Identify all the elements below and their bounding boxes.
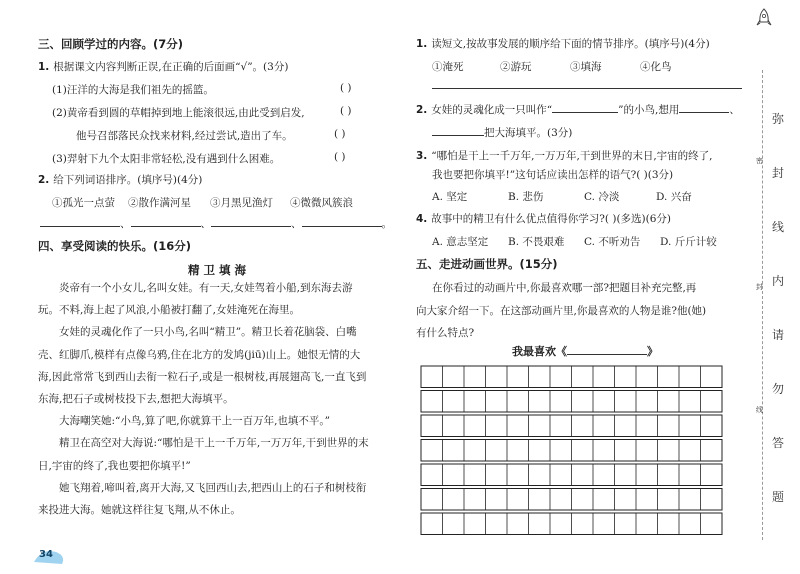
r-q2-text-c: 、 [729, 104, 740, 116]
s3-q1-item-2-cont: 他号召部落民众找来材料,经过尝试,造出了车。 [76, 130, 293, 142]
s3-q1-item-1-answer[interactable]: ( ) [340, 82, 352, 94]
r-q1-number: 1. [416, 38, 428, 50]
story-paragraph-4: 精卫在高空对大海说:“哪怕是干上一千万年,一万万年,干到世界的末日,宇宙的终了,我也要把你填平!” [38, 437, 369, 472]
r-q1-option-4: ④化鸟 [640, 61, 672, 73]
r-q1-option-1: ①淹死 [432, 61, 464, 73]
fold-dashed-line [762, 70, 763, 540]
answer-blank-1[interactable] [40, 216, 120, 227]
r-q3-line1 [416, 148, 713, 163]
r-q3-number: 3. [416, 150, 428, 162]
s3-q2-number: 2. [38, 174, 50, 186]
r-q1-answer-line[interactable] [432, 88, 742, 89]
r-q1-text: 读短文,按故事发展的顺序给下面的情节排序。(填序号)(4分) [431, 38, 710, 50]
fold-small-char-3: 线 [756, 406, 763, 414]
r-q3-option-c[interactable]: C. 冷淡 [584, 191, 620, 203]
s3-q1-item-3: (3)羿射下九个太阳非常轻松,没有遇到什么困难。 [52, 153, 281, 165]
rocket-icon [756, 8, 772, 30]
s3-q1-number: 1. [38, 61, 50, 73]
writing-title-suffix: 》 [647, 345, 658, 358]
s3-q2-option-1: ①孤光一点萤 [52, 197, 115, 209]
s5-prompt-line-2: 向大家介绍一下。在这部动画片里,你最喜欢的人物是谁?他(她) [416, 305, 707, 317]
s3-q1-item-2-answer[interactable]: ( ) [340, 105, 352, 117]
r-q4-number: 4. [416, 213, 428, 225]
writing-grid-svg[interactable] [420, 365, 742, 537]
s3-q1-item-1: (1)汪洋的大海是我们祖先的摇篮。 [52, 84, 214, 96]
r-q2-line2 [432, 125, 572, 140]
fold-char-4: 内 [771, 274, 784, 288]
s5-prompt-line-1: 在你看过的动画片中,你最喜欢哪一部?把题目补充完整,再 [432, 282, 697, 294]
s3-q1-item-2: (2)黄帝看到圆的草帽掉到地上能滚很远,由此受到启发, [52, 107, 305, 119]
r-q3-text-1: “哪怕是干上一千万年,一万万年,干到世界的末日,宇宙的终了, [431, 150, 713, 162]
answer-blank-2[interactable] [131, 216, 201, 227]
s3-q2-answer-row[interactable] [40, 216, 392, 231]
answer-sep-4: 。 [381, 218, 392, 230]
r-q4-option-a[interactable]: A. 意志坚定 [432, 236, 489, 248]
section-4-title: 四、享受阅读的快乐。(16分) [38, 239, 192, 253]
answer-blank-4[interactable] [302, 216, 382, 227]
r-q2-blank-2[interactable] [679, 102, 729, 113]
r-q4-option-b[interactable]: B. 不畏艰难 [508, 236, 565, 248]
fold-char-3: 线 [771, 220, 784, 234]
r-q3-option-d[interactable]: D. 兴奋 [656, 191, 692, 203]
fold-char-8: 题 [771, 490, 784, 504]
r-q3-text-2: 我也要把你填平!”这句话应读出怎样的语气?( )(3分) [432, 169, 674, 181]
writing-title-prefix: 我最喜欢《 [512, 345, 567, 358]
r-q2-blank-1[interactable] [552, 102, 618, 113]
r-q4-option-c[interactable]: C. 不听劝告 [584, 236, 641, 248]
r-q2-text-a: 女娃的灵魂化成一只叫作“ [431, 104, 553, 116]
page-number-badge [32, 546, 66, 566]
story-paragraph-2: 女娃的灵魂化作了一只小鸟,名叫“精卫”。精卫长着花脑袋、白嘴壳、红脚爪,模样有点像乌鸦,住在北方的发鸠(jiū)山上。她恨无情的大海,因此常常飞到西山去衔一粒石子,或是一根树枝,再展翅高飞,一直飞到东海,把石子或树枝投下去,想把大海填平。 [38, 326, 367, 406]
story-paragraph-3: 大海嘲笑她:“小鸟,算了吧,你就算干上一百万年,也填不平。” [59, 415, 331, 428]
story-paragraph-1: 炎帝有一个小女儿,名叫女娃。有一天,女娃驾着小船,到东海去游玩。不料,海上起了风浪,小船被打翻了,女娃淹死在海里。 [38, 282, 353, 317]
section-3-title: 三、回顾学过的内容。(7分) [38, 37, 184, 51]
fold-char-5: 请 [771, 328, 784, 342]
fold-char-7: 答 [771, 436, 784, 450]
r-q2-blank-3[interactable] [432, 125, 484, 136]
r-q2-text-d: 把大海填平。(3分) [484, 127, 573, 139]
fold-small-char-2: 封 [756, 283, 763, 291]
fold-small-char-1: 密 [756, 157, 763, 165]
fold-char-2: 封 [771, 166, 784, 180]
r-q4-text: 故事中的精卫有什么优点值得你学习?( )(多选)(6分) [431, 213, 672, 225]
s3-q1-item-2b-answer[interactable]: ( ) [334, 128, 346, 140]
r-q1-option-3: ③填海 [570, 61, 602, 73]
r-q3-option-b[interactable]: B. 悲伤 [508, 191, 544, 203]
s3-q1 [38, 59, 288, 74]
answer-blank-3[interactable] [211, 216, 291, 227]
story-text [38, 277, 372, 521]
r-q2-line1 [416, 102, 740, 117]
s3-q1-text: 根据课文内容判断正误,在正确的后面画“√”。(3分) [53, 61, 289, 73]
s3-q1-item-3-answer[interactable]: ( ) [334, 151, 346, 163]
r-q4 [416, 211, 671, 226]
story-title: 精 卫 填 海 [188, 263, 247, 277]
r-q1 [416, 36, 710, 51]
answer-sep-1: 、 [120, 218, 131, 230]
page-number: 34 [39, 549, 53, 560]
answer-sep-3: 、 [291, 218, 302, 230]
s3-q2-option-4: ④微微风簇浪 [290, 197, 353, 209]
r-q4-option-d[interactable]: D. 斤斤计较 [660, 236, 717, 248]
s3-q2-option-2: ②散作满河星 [128, 197, 191, 209]
writing-grid[interactable] [420, 365, 742, 541]
s3-q2-option-3: ③月黑见渔灯 [210, 197, 273, 209]
r-q2-number: 2. [416, 104, 428, 116]
r-q1-option-2: ②游玩 [500, 61, 532, 73]
fold-char-6: 勿 [771, 382, 784, 396]
answer-sep-2: 、 [200, 218, 211, 230]
fold-char-1: 弥 [771, 112, 784, 126]
writing-title [512, 343, 658, 359]
section-5-title: 五、走进动画世界。(15分) [416, 257, 558, 271]
s3-q2 [38, 172, 202, 187]
story-paragraph-5: 她飞翔着,啼叫着,离开大海,又飞回西山去,把西山上的石子和树枝衔来投进大海。她就这样往复飞翔,从不休止。 [38, 481, 367, 517]
s5-prompt-line-3: 有什么特点? [416, 327, 475, 339]
s3-q2-text: 给下列词语排序。(填序号)(4分) [53, 174, 203, 186]
r-q3-option-a[interactable]: A. 坚定 [432, 191, 468, 203]
r-q2-text-b: ”的小鸟,想用 [618, 104, 680, 116]
writing-title-blank[interactable] [567, 344, 647, 355]
